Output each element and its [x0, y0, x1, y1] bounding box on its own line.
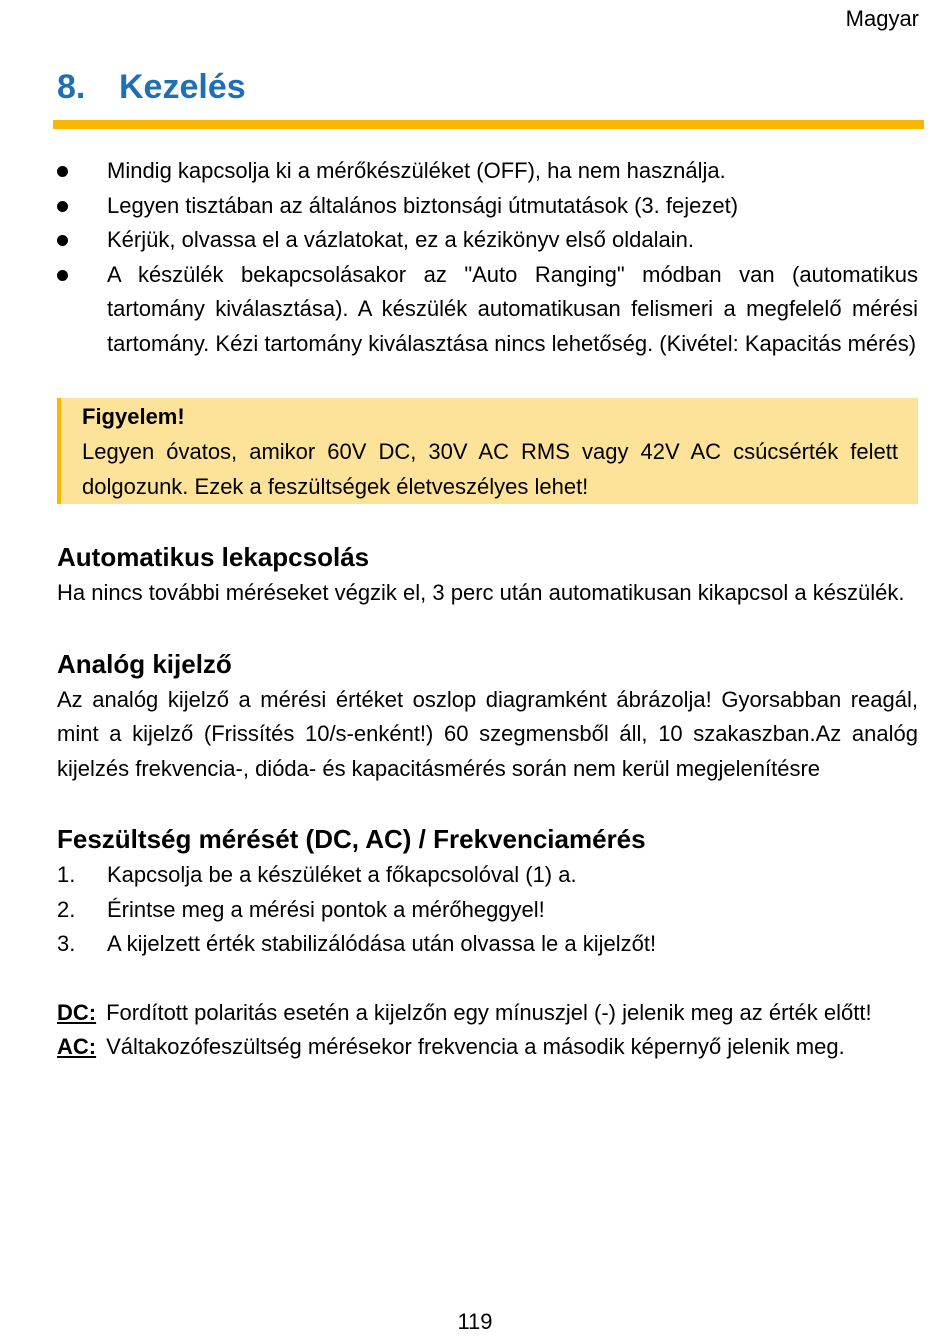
section-number: 8. [57, 68, 86, 106]
bullet-list [57, 154, 918, 361]
dc-note [57, 996, 918, 1031]
dc-label: DC: [57, 999, 97, 1025]
step-number: 3. [57, 931, 76, 956]
analog-text: Az analóg kijelző a mérési értéket oszlop diagramként ábrázolja! Gyorsabban reagál, mint a kijelző (Frissítés 10/s-enként!) 60 szegmensből áll, 10 szakaszban.Az analóg kijelzés frekvencia-, dióda- és kapacitásmérés során nem kerül megjelenítésre [57, 686, 918, 781]
bullet-text: Legyen tisztában az általános biztonsági útmutatások (3. fejezet) [107, 192, 739, 218]
warning-text: Legyen óvatos, amikor 60V DC, 30V AC RMS vagy 42V AC csúcsérték felett dolgozunk. Ezek a feszültségek életveszélyes lehet! [82, 439, 898, 499]
notes [57, 996, 918, 1065]
step-text: Érintse meg a mérési pontok a mérőheggyel! [107, 896, 545, 922]
step-number: 2. [57, 896, 76, 922]
step-item [57, 927, 918, 962]
step-text: A kijelzett érték stabilizálódása után olvassa le a kijelzőt! [107, 931, 657, 956]
warning-title: Figyelem! [82, 404, 185, 429]
ac-note [57, 1030, 918, 1065]
auto-off-text: Ha nincs további méréseket végzik el, 3 perc után automatikusan kikapcsol a készülék. [57, 580, 905, 605]
bullet-item [57, 154, 918, 189]
bullet-item [57, 223, 918, 258]
step-item [57, 893, 918, 928]
analog-heading: Analóg kijelző [57, 648, 232, 679]
page-number: 119 [457, 1309, 493, 1334]
bullet-dot-icon [57, 235, 68, 246]
step-text: Kapcsolja be a készüléket a főkapcsolóval (1) a. [107, 862, 577, 887]
step-number: 1. [57, 862, 76, 887]
bullet-item [57, 189, 918, 224]
bullet-text: A készülék bekapcsolásakor az "Auto Ranging" módban van (automatikus tartomány kiválasztása). A készülék automatikusan felismeri a megfelelő mérési tartomány. Kézi tartomány kiválasztása nincs lehetőség. (Kivétel: Kapacitás mérés) [107, 261, 918, 356]
auto-off-heading: Automatikus lekapcsolás [57, 542, 370, 572]
dc-text: Fordított polaritás esetén a kijelzőn egy mínuszjel (-) jelenik meg az érték előtt! [106, 999, 872, 1025]
section-title: Kezelés [119, 68, 246, 106]
bullet-dot-icon [57, 201, 68, 212]
language-label: Magyar [845, 6, 919, 31]
page-content [57, 154, 918, 1065]
voltage-heading: Feszültség mérését (DC, AC) / Frekvenciamérés [57, 824, 646, 854]
ac-label: AC: [57, 1034, 97, 1059]
ac-text: Váltakozófeszültség mérésekor frekvencia a második képernyő jelenik meg. [106, 1034, 845, 1059]
warning-box [57, 398, 918, 504]
bullet-dot-icon [57, 270, 68, 281]
steps-list [57, 858, 918, 962]
bullet-text: Mindig kapcsolja ki a mérőkészüléket (OFF), ha nem használja. [107, 158, 726, 183]
section-heading [57, 68, 246, 107]
heading-underline [53, 120, 924, 129]
bullet-dot-icon [57, 166, 68, 177]
bullet-text: Kérjük, olvassa el a vázlatokat, ez a kézikönyv első oldalain. [107, 227, 694, 252]
bullet-item [57, 258, 918, 362]
step-item [57, 858, 918, 893]
